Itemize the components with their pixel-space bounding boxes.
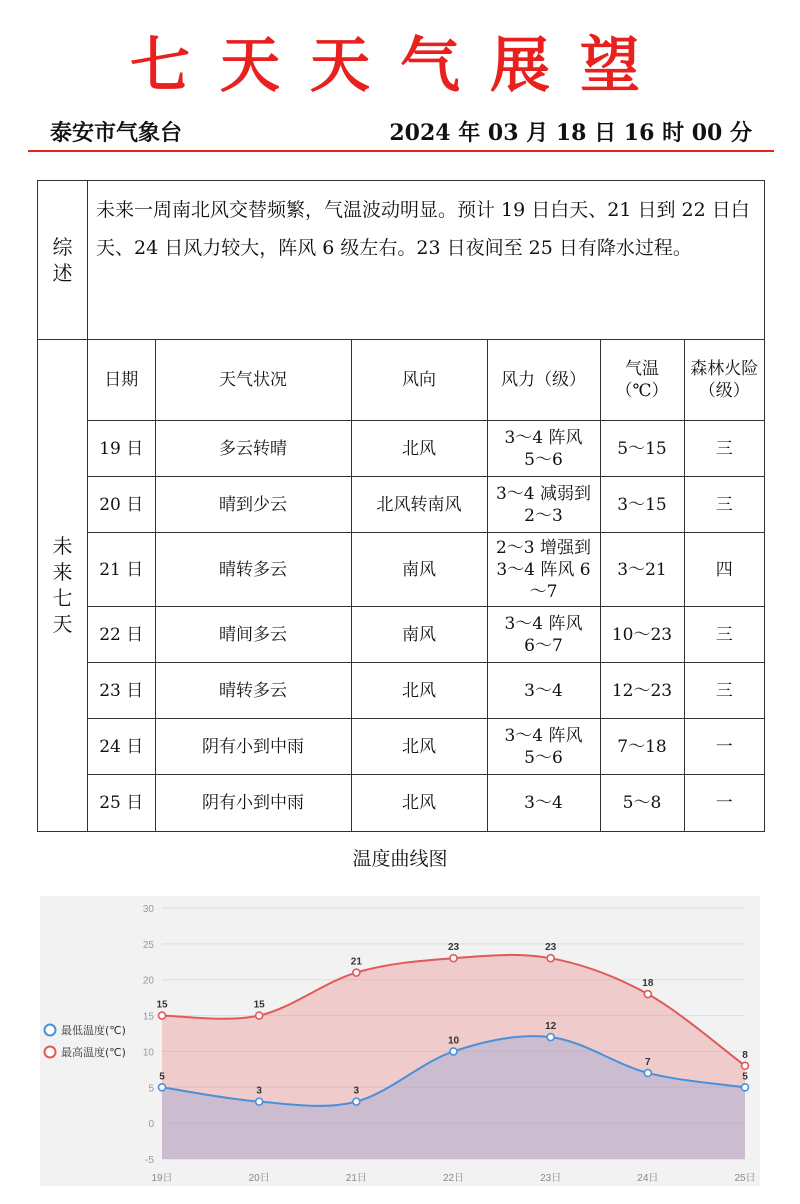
row-wind: 3～4 xyxy=(487,775,600,831)
data-label: 23 xyxy=(447,942,460,954)
row-wind: 3～4 阵风 5～6 xyxy=(487,719,600,775)
data-point xyxy=(644,1069,651,1076)
data-label: 3 xyxy=(353,1085,360,1097)
page-title: 七天天气展望 xyxy=(130,31,670,101)
row-fire: 三 xyxy=(684,663,764,719)
y-tick-label: 20 xyxy=(142,975,154,987)
table-row xyxy=(88,477,764,533)
row-fire: 三 xyxy=(684,421,764,477)
table-row xyxy=(88,775,764,831)
data-point xyxy=(159,1012,166,1019)
row-date: 23 日 xyxy=(88,663,155,719)
data-point xyxy=(256,1098,263,1105)
row-wind: 3～4 xyxy=(487,663,600,719)
row-temp: 5～8 xyxy=(600,775,684,831)
y-tick-label: 0 xyxy=(148,1119,154,1131)
row-temp: 3～15 xyxy=(600,477,684,533)
legend-marker xyxy=(45,1025,56,1036)
row-wind-dir: 北风转南风 xyxy=(351,477,487,533)
y-tick-label: 25 xyxy=(142,939,154,951)
x-tick-label: 19日 xyxy=(151,1173,173,1184)
row-date: 20 日 xyxy=(88,477,155,533)
data-label: 7 xyxy=(645,1056,651,1068)
row-wind-dir: 北风 xyxy=(351,719,487,775)
row-fire: 三 xyxy=(684,477,764,533)
row-wind-dir: 南风 xyxy=(351,607,487,663)
data-point xyxy=(256,1012,263,1019)
row-weather: 晴间多云 xyxy=(155,607,351,663)
row-weather: 多云转晴 xyxy=(155,421,351,477)
summary-label: 综述 xyxy=(38,181,88,340)
data-label: 3 xyxy=(256,1085,262,1097)
row-temp: 10～23 xyxy=(600,607,684,663)
row-weather: 晴转多云 xyxy=(155,533,351,607)
col-weather: 天气状况 xyxy=(155,340,351,421)
row-weather: 晴到少云 xyxy=(155,477,351,533)
data-point xyxy=(159,1084,166,1091)
x-tick-label: 20日 xyxy=(248,1173,270,1184)
table-row xyxy=(88,719,764,775)
issue-time: 2024 年 03 月 18 日 16 时 00 分 xyxy=(389,120,752,146)
row-weather: 晴转多云 xyxy=(155,663,351,719)
row-wind-dir: 北风 xyxy=(351,421,487,477)
data-label: 8 xyxy=(742,1049,748,1061)
row-date: 22 日 xyxy=(88,607,155,663)
table-row xyxy=(88,533,764,607)
x-tick-label: 21日 xyxy=(345,1173,367,1184)
data-point xyxy=(547,955,554,962)
y-tick-label: -5 xyxy=(145,1155,154,1166)
row-wind-dir: 北风 xyxy=(351,663,487,719)
x-tick-label: 24日 xyxy=(637,1173,659,1184)
row-date: 21 日 xyxy=(88,533,155,607)
col-temp: 气温（℃） xyxy=(600,340,684,421)
row-fire: 四 xyxy=(684,533,764,607)
row-weather: 阴有小到中雨 xyxy=(155,775,351,831)
row-wind: 3～4 阵风 6～7 xyxy=(487,607,600,663)
row-temp: 7～18 xyxy=(600,719,684,775)
row-wind-dir: 北风 xyxy=(351,775,487,831)
row-wind: 3～4 阵风 5～6 xyxy=(487,421,600,477)
temperature-chart xyxy=(40,896,760,1186)
row-wind-dir: 南风 xyxy=(351,533,487,607)
x-tick-label: 22日 xyxy=(442,1173,465,1184)
data-point xyxy=(644,991,651,998)
row-fire: 一 xyxy=(684,719,764,775)
agency-name: 泰安市气象台 xyxy=(50,120,183,146)
data-label: 21 xyxy=(350,956,362,968)
y-tick-label: 30 xyxy=(142,904,154,915)
data-point xyxy=(547,1034,554,1041)
legend-marker xyxy=(45,1047,56,1058)
legend-label: 最高温度(℃) xyxy=(61,1046,126,1059)
x-tick-label: 25日 xyxy=(734,1173,756,1184)
forecast-table xyxy=(37,180,765,832)
data-label: 18 xyxy=(642,978,654,990)
forecast-label: 未来七天 xyxy=(38,340,88,832)
row-wind: 3～4 减弱到 2～3 xyxy=(487,477,600,533)
data-point xyxy=(353,1098,360,1105)
row-date: 25 日 xyxy=(88,775,155,831)
row-weather: 阴有小到中雨 xyxy=(155,719,351,775)
data-label: 5 xyxy=(159,1071,165,1083)
summary-text: 未来一周南北风交替频繁，气温波动明显。预计 19 日白天、21 日到 22 日白天、24 日风力较大，阵风 6 级左右。23 日夜间至 25 日有降水过程。 xyxy=(88,181,765,340)
data-point xyxy=(450,1048,457,1055)
row-fire: 三 xyxy=(684,607,764,663)
data-label: 5 xyxy=(742,1071,748,1083)
header-divider xyxy=(28,150,774,152)
data-label: 15 xyxy=(253,999,265,1011)
data-label: 10 xyxy=(447,1035,460,1047)
y-tick-label: 10 xyxy=(142,1047,154,1059)
data-label: 23 xyxy=(545,942,557,954)
data-label: 15 xyxy=(156,999,168,1011)
legend-label: 最低温度(℃) xyxy=(61,1024,126,1037)
row-date: 19 日 xyxy=(88,421,155,477)
chart-title: 温度曲线图 xyxy=(352,848,448,870)
row-wind: 2～3 增强到 3～4 阵风 6～7 xyxy=(487,533,600,607)
row-temp: 5～15 xyxy=(600,421,684,477)
row-fire: 一 xyxy=(684,775,764,831)
table-row xyxy=(88,663,764,719)
data-label: 12 xyxy=(545,1021,557,1033)
table-header xyxy=(88,340,764,421)
x-tick-label: 23日 xyxy=(540,1173,562,1184)
data-point xyxy=(742,1062,749,1069)
col-date: 日期 xyxy=(104,370,139,390)
data-point xyxy=(450,955,457,962)
data-point xyxy=(742,1084,749,1091)
row-date: 24 日 xyxy=(88,719,155,775)
col-wind: 风力（级） xyxy=(487,340,600,421)
row-temp: 3～21 xyxy=(600,533,684,607)
table-row xyxy=(88,421,764,477)
daily-table xyxy=(88,340,764,831)
table-row xyxy=(88,607,764,663)
y-tick-label: 5 xyxy=(148,1083,154,1095)
col-fire: 森林火险（级） xyxy=(684,340,764,421)
col-wind-dir: 风向 xyxy=(351,340,487,421)
y-tick-label: 15 xyxy=(142,1011,154,1023)
row-temp: 12～23 xyxy=(600,663,684,719)
data-point xyxy=(353,969,360,976)
